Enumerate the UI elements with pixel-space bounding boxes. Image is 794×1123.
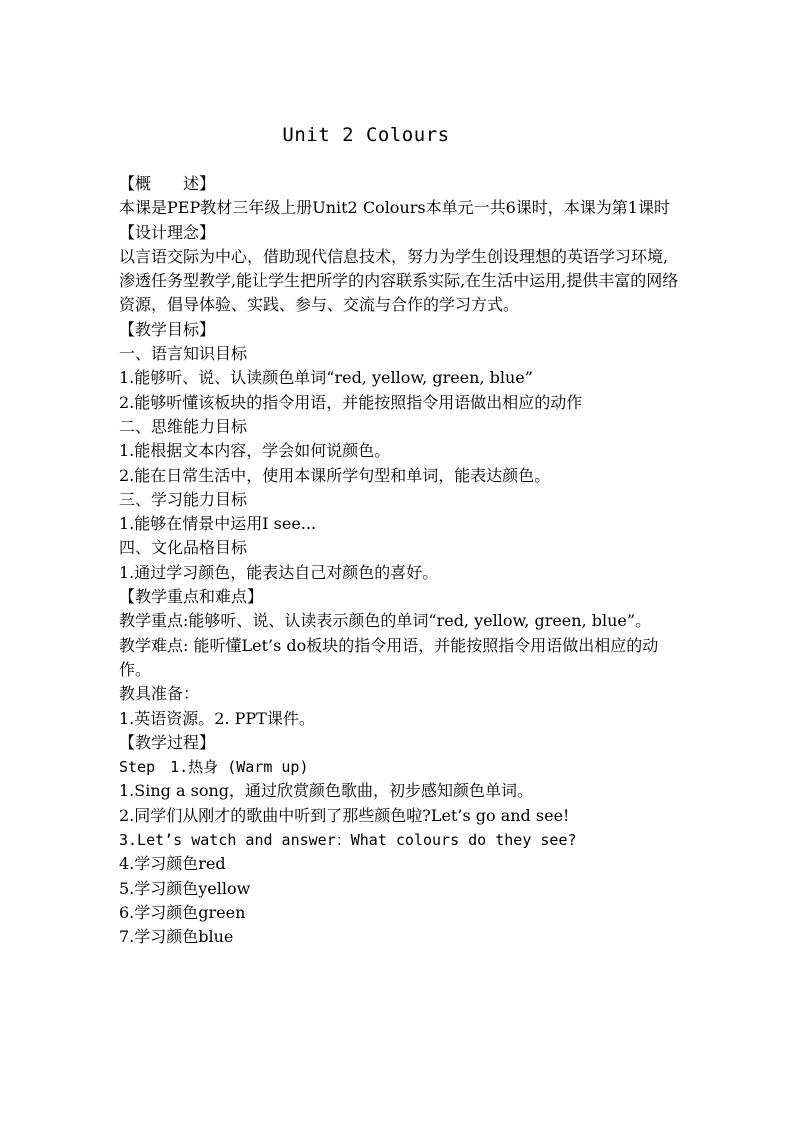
section-heading-overview: 【概 述】 (119, 174, 216, 193)
process-item: 1.Sing a song，通过欣赏颜色歌曲，初步感知颜色单词。 (119, 781, 533, 801)
process-item: 3.Let’s watch and answer：What colours do they see? (119, 831, 577, 850)
goal-item: 2.能够听懂该板块的指令用语，并能按照指令用语做出相应的动作 (119, 392, 583, 412)
goal-heading-culture: 四、文化品格目标 (119, 538, 248, 558)
design-concept-paragraph: 以言语交际为中心，借助现代信息技术，努力为学生创设理想的英语学习环境,渗透任务型教学,能让学生把所学的内容联系实际,在生活中运用,提供丰富的网络资源，倡导体验、实践、参与、交流与合作的学习方式。 (119, 246, 679, 315)
goal-item: 2.能在日常生活中，使用本课所学句型和单词，能表达颜色。 (119, 465, 551, 485)
goal-heading-thinking: 二、思维能力目标 (119, 416, 248, 436)
process-item: 5.学习颜色yellow (119, 878, 251, 898)
teaching-aids-label: 教具准备： (119, 684, 200, 704)
section-heading-teaching-process: 【教学过程】 (119, 732, 216, 752)
goal-heading-learning: 三、学习能力目标 (119, 489, 248, 509)
key-point-paragraph: 教学重点:能够听、说、认读表示颜色的单词“red, yellow, green, blue”。 (119, 611, 652, 631)
overview-paragraph: 本课是PEP教材三年级上册Unit2 Colours本单元一共6课时，本课为第1课时 (119, 198, 670, 218)
teaching-aids-list: 1.英语资源。2. PPT课件。 (119, 708, 315, 728)
goal-item: 1.能根据文本内容，学会如何说颜色。 (119, 441, 391, 461)
process-item: 6.学习颜色green (119, 902, 246, 922)
process-item: 4.学习颜色red (119, 854, 226, 874)
goal-item: 1.能够在情景中运用I see... (119, 514, 317, 534)
process-item: 2.同学们从刚才的歌曲中听到了那些颜色啦?Let’s go and see! (119, 805, 570, 825)
process-item: 7.学习颜色blue (119, 927, 234, 947)
goal-item: 1.能够听、说、认读颜色单词“red, yellow, green, blue” (119, 368, 533, 388)
document-title: Unit 2 Colours (282, 124, 450, 146)
step-heading: Step 1.热身 (Warm up) (119, 758, 309, 777)
goal-heading-language: 一、语言知识目标 (119, 344, 248, 364)
difficult-point-paragraph: 教学难点: 能听懂Let’s do板块的指令用语，并能按照指令用语做出相应的动作。 (119, 635, 659, 679)
section-heading-design-concept: 【设计理念】 (119, 222, 216, 242)
section-heading-key-points: 【教学重点和难点】 (119, 587, 264, 607)
document-body (119, 172, 679, 950)
section-heading-teaching-goals: 【教学目标】 (119, 319, 216, 339)
goal-item: 1.通过学习颜色，能表达自己对颜色的喜好。 (119, 562, 439, 582)
